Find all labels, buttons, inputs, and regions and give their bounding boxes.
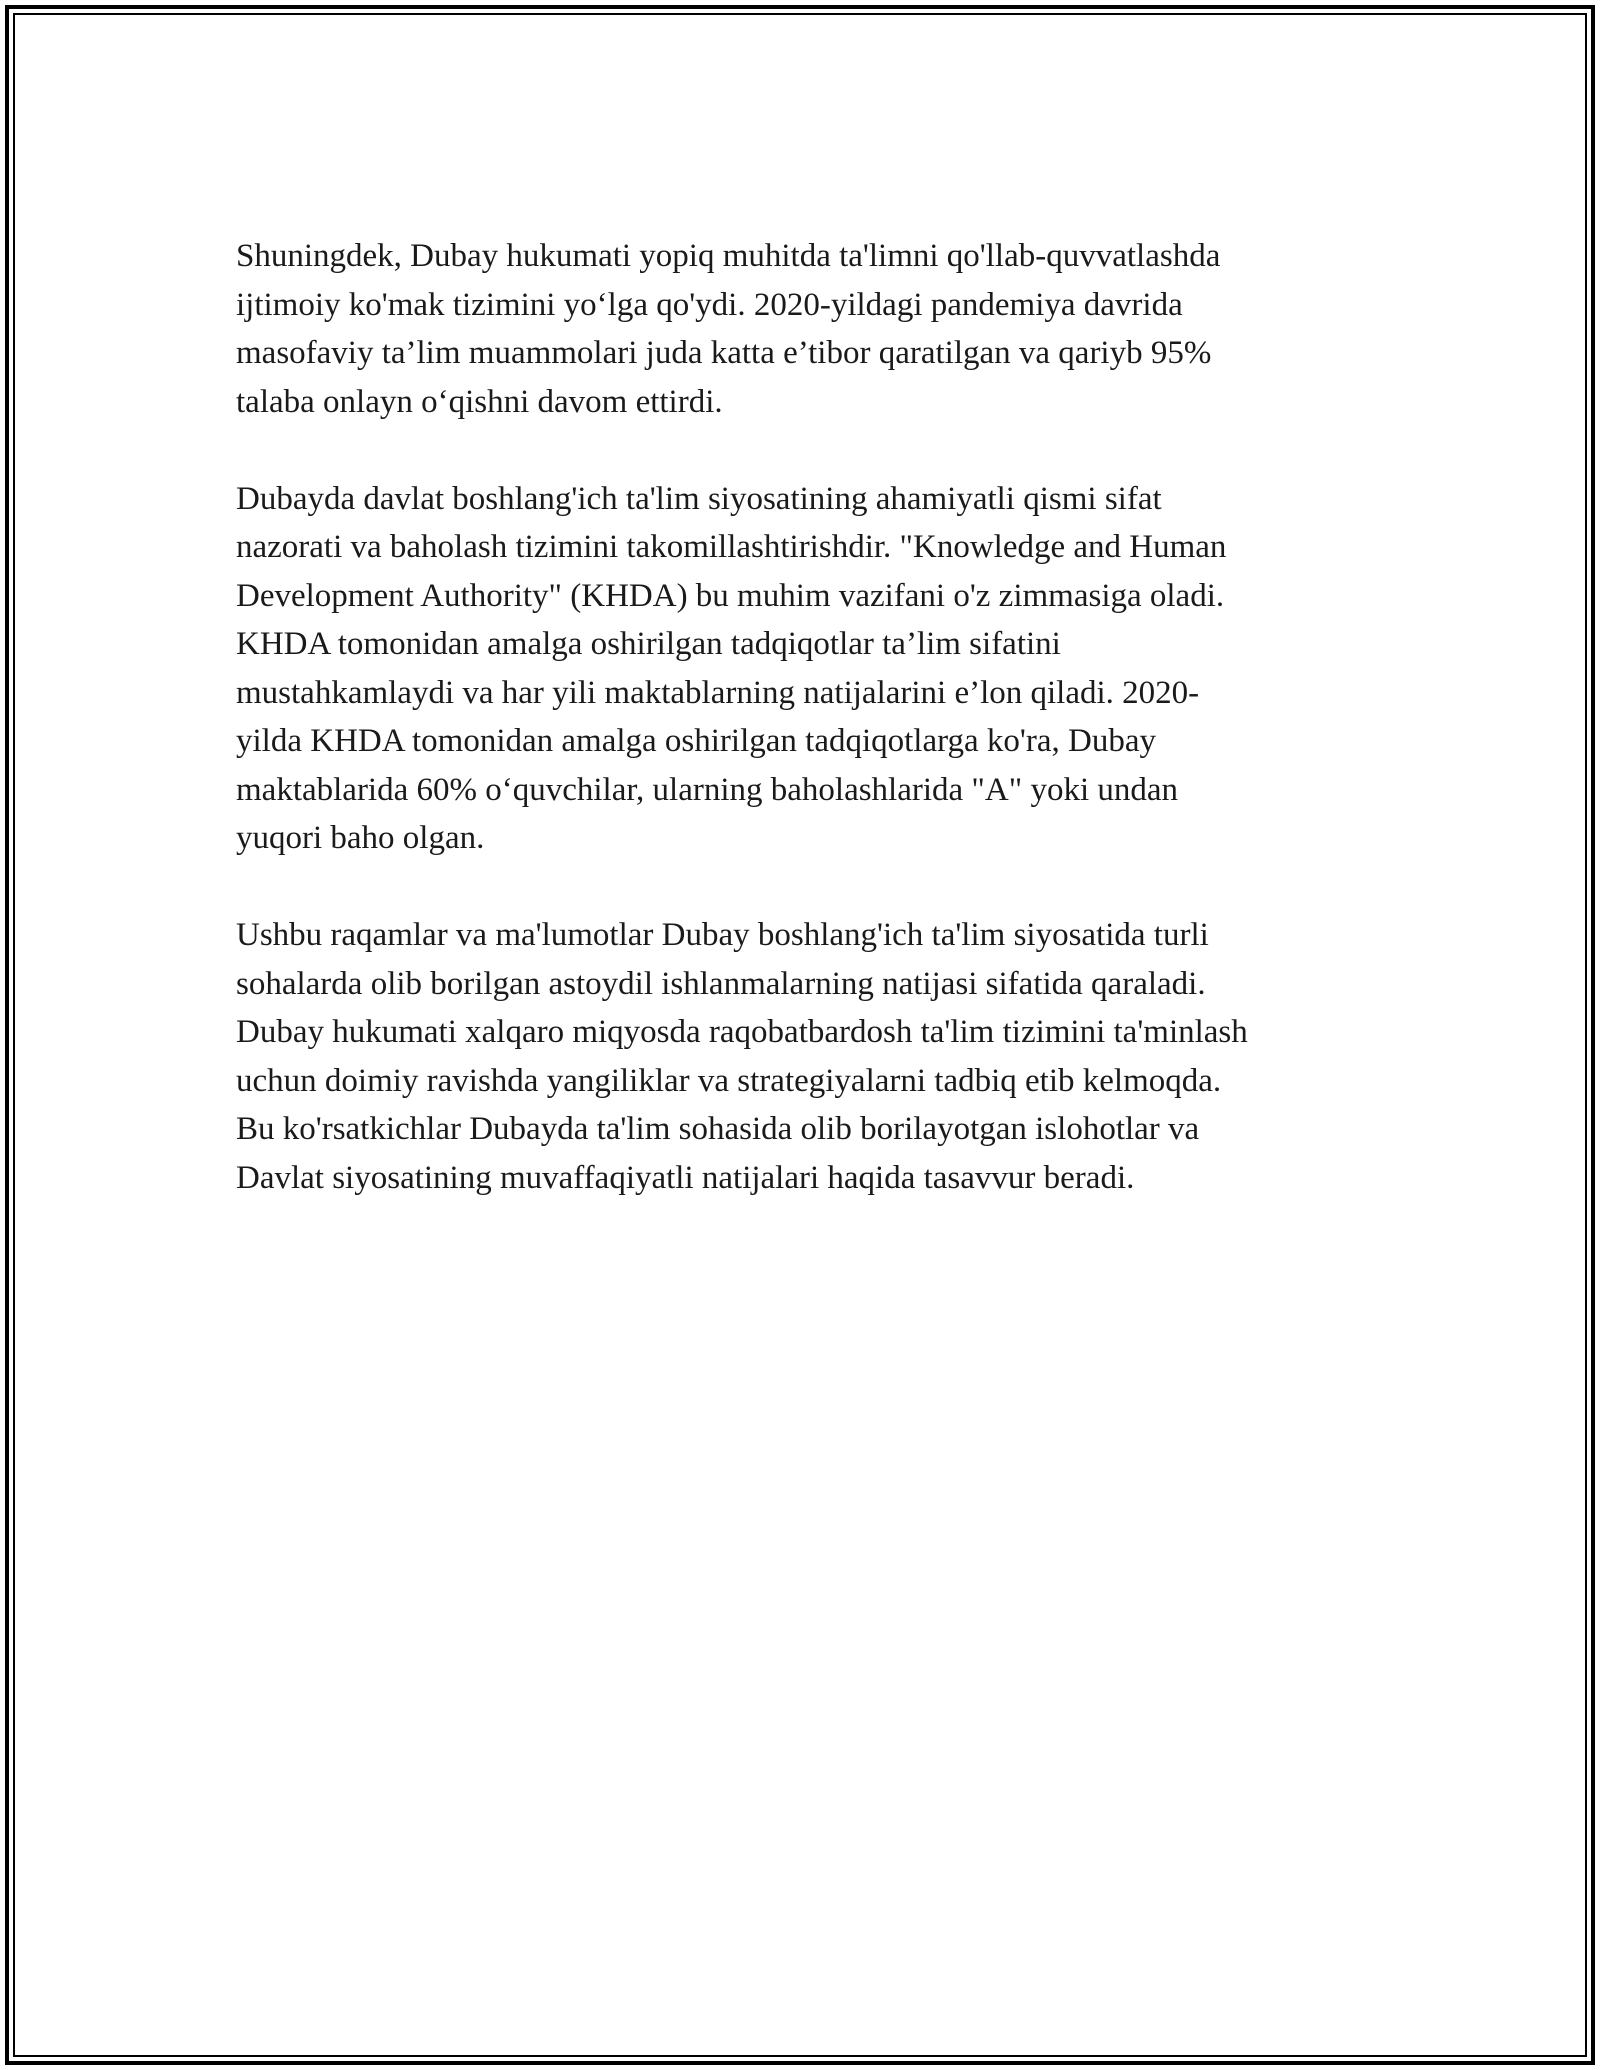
text-line: masofaviy ta’lim muammolari juda katta e’tibor qaratilgan va qariyb 95% bbox=[236, 335, 1212, 371]
paragraph-3 bbox=[236, 911, 1376, 1202]
text-line: talaba onlayn o‘qishni davom ettirdi. bbox=[236, 383, 723, 420]
paragraph-1 bbox=[236, 232, 1376, 426]
text-line: yuqori baho olgan. bbox=[236, 820, 485, 856]
text-line: Shuningdek, Dubay hukumati yopiq muhitda ta'limni qo'llab-quvvatlashda bbox=[236, 238, 1221, 274]
text-line: Bu ko'rsatkichlar Dubayda ta'lim sohasida olib borilayotgan islohotlar va bbox=[236, 1111, 1200, 1147]
text-line: yilda KHDA tomonidan amalga oshirilgan tadqiqotlarga ko'ra, Dubay bbox=[236, 723, 1156, 759]
text-line: Dubay hukumati xalqaro miqyosda raqobatbardosh ta'lim tizimini ta'minlash bbox=[236, 1014, 1248, 1050]
text-line: KHDA tomonidan amalga oshirilgan tadqiqotlar ta’lim sifatini bbox=[236, 626, 1061, 662]
document-body bbox=[236, 232, 1376, 1251]
text-line: nazorati va baholash tizimini takomillashtirishdir. "Knowledge and Human bbox=[236, 529, 1227, 565]
text-line: mustahkamlaydi va har yili maktablarning natijalarini e’lon qiladi. 2020- bbox=[236, 674, 1200, 711]
text-line: sohalarda olib borilgan astoydil ishlanmalarning natijasi sifatida qaraladi. bbox=[236, 965, 1206, 1002]
text-line: Development Authority" (KHDA) bu muhim vazifani o'z zimmasiga oladi. bbox=[236, 577, 1225, 614]
text-line: Ushbu raqamlar va ma'lumotlar Dubay boshlang'ich ta'lim siyosatida turli bbox=[236, 917, 1209, 953]
text-line: ijtimoiy ko'mak tizimini yo‘lga qo'ydi. 2020-yildagi pandemiya davrida bbox=[236, 286, 1183, 323]
text-line: maktablarida 60% o‘quvchilar, ularning baholashlarida "A" yoki undan bbox=[236, 771, 1179, 808]
text-line: Dubayda davlat boshlang'ich ta'lim siyosatining ahamiyatli qismi sifat bbox=[236, 480, 1162, 517]
paragraph-2 bbox=[236, 475, 1376, 863]
text-line: uchun doimiy ravishda yangiliklar va strategiyalarni tadbiq etib kelmoqda. bbox=[236, 1062, 1222, 1099]
text-line: Davlat siyosatining muvaffaqiyatli natijalari haqida tasavvur beradi. bbox=[236, 1159, 1135, 1196]
